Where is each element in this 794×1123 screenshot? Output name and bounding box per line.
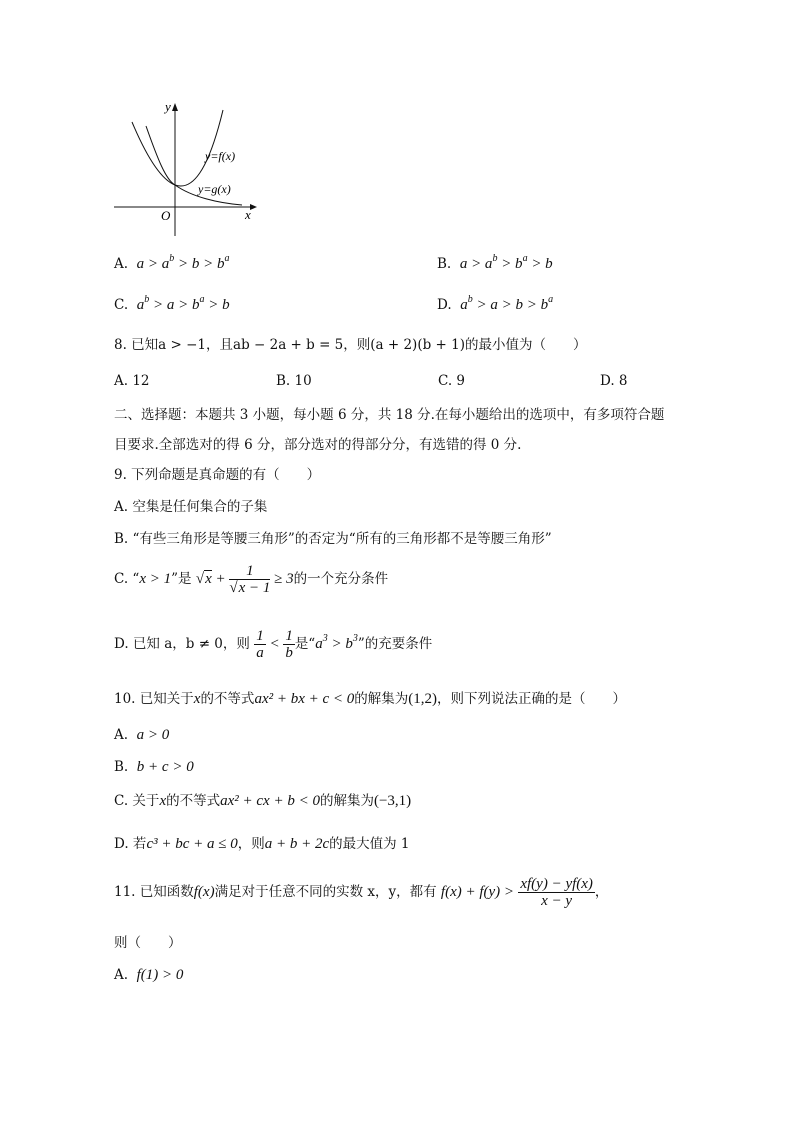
q8-option-b: B. 10 bbox=[276, 373, 312, 389]
q9-option-d-suffix: ”的充要条件 bbox=[357, 635, 433, 652]
q7-option-b-expr: $a > a^b > b^a > b$ bbox=[459, 253, 553, 272]
x-axis-arrow bbox=[250, 204, 257, 210]
q7-option-b bbox=[437, 255, 553, 273]
q11-stem-end: ， bbox=[594, 884, 609, 900]
q11-fraction bbox=[518, 876, 595, 909]
q10-stem-suffix: ，则下列说法正确的是（ ） bbox=[437, 691, 627, 707]
q10-option-c bbox=[114, 792, 411, 810]
q10-option-c-set: (−3,1) bbox=[373, 793, 412, 809]
function-graph bbox=[110, 98, 262, 240]
q9-option-c-expr: √x + $\frac{1}{√x - 1}$ ≥ 3 bbox=[195, 563, 294, 596]
q7-option-a-label: A. bbox=[114, 256, 129, 272]
q9-option-c-prefix: C. “ bbox=[114, 570, 140, 587]
q11-line2: 则（ ） bbox=[114, 935, 182, 951]
q7-option-c-expr: $a^b > a > b^a > b$ bbox=[136, 294, 230, 313]
q8-option-c: C. 9 bbox=[438, 373, 466, 389]
q10-option-c-mid2: 的解集为 bbox=[319, 793, 374, 809]
q11-stem bbox=[114, 876, 608, 909]
q7-option-c-label: C. bbox=[114, 297, 129, 313]
q10-option-d-prefix: D. 若 bbox=[114, 836, 147, 852]
q11-fraction-denominator: x − y bbox=[541, 893, 573, 909]
q11-stem-mid: 满足对于任意不同的实数 x，y，都有 bbox=[214, 884, 437, 900]
q9-stem: 9. 下列命题是真命题的有（ ） bbox=[114, 467, 321, 483]
q10-option-d-suffix: 的最大值为 1 bbox=[329, 836, 410, 852]
q7-option-c bbox=[114, 296, 230, 314]
q10-option-c-ineq: ax² + cx + b < 0 bbox=[220, 793, 320, 809]
q9-option-c-cond: x > 1 bbox=[139, 570, 172, 587]
q10-stem-prefix: 10. 已知关于 bbox=[114, 691, 194, 707]
q10-option-c-var: x bbox=[159, 793, 167, 809]
q9-option-a: A. 空集是任何集合的子集 bbox=[114, 499, 268, 515]
q10-option-d-cond: c³ + bc + a ≤ 0 bbox=[146, 836, 238, 852]
q7-option-a-expr: $a > a^b > b > b^a$ bbox=[136, 253, 230, 272]
q10-option-a-expr: a > 0 bbox=[136, 727, 170, 743]
q9-option-c-suffix: 的一个充分条件 bbox=[293, 570, 389, 587]
q11-option-a bbox=[114, 966, 183, 984]
q7-option-b-label: B. bbox=[437, 256, 452, 272]
curve-f-label: y=f(x) bbox=[205, 149, 236, 163]
q10-option-c-prefix: C. 关于 bbox=[114, 793, 160, 809]
q10-option-a: A. a > 0 bbox=[114, 727, 170, 743]
q11-option-a-expr: f(1) > 0 bbox=[136, 967, 184, 983]
q7-option-d-label: D. bbox=[437, 297, 452, 313]
q10-option-d bbox=[114, 835, 410, 853]
q11-stem-func: f(x) bbox=[193, 884, 215, 900]
x-axis-label: x bbox=[245, 207, 251, 222]
q7-option-d-expr: $a^b > a > b > b^a$ bbox=[460, 294, 554, 313]
q11-fraction-numerator: xf(y) − yf(x) bbox=[520, 876, 593, 892]
q10-stem-set: (1,2) bbox=[408, 691, 438, 707]
q11-stem-prefix: 11. 已知函数 bbox=[114, 884, 194, 900]
q11-option-a-label: A. bbox=[114, 967, 129, 983]
y-axis-label: y bbox=[165, 99, 171, 114]
q8-option-a: A. 12 bbox=[114, 373, 150, 389]
origin-label: O bbox=[161, 208, 171, 223]
curve-g-label: y=g(x) bbox=[198, 182, 231, 196]
q7-option-a bbox=[114, 255, 230, 273]
q9-option-c-fraction: $\frac{1}{√x - 1}$ bbox=[229, 563, 271, 596]
q8-stem: 8. 已知a > −1，且ab − 2a + b = 5，则(a + 2)(b + 1)的最小值为（ ） bbox=[114, 337, 587, 353]
q10-stem bbox=[114, 690, 626, 708]
q9-option-d-prefix: D. 已知 a，b ≠ 0，则 bbox=[114, 635, 250, 652]
q10-stem-mid2: 的解集为 bbox=[354, 691, 409, 707]
q9-option-b: B. “有些三角形是等腰三角形”的否定为“所有的三角形都不是等腰三角形” bbox=[114, 531, 552, 547]
q10-stem-var: x bbox=[193, 691, 201, 707]
q10-option-b-expr: b + c > 0 bbox=[136, 759, 194, 775]
q10-option-b: B. b + c > 0 bbox=[114, 759, 194, 775]
section2-line1: 二、选择题：本题共 3 小题，每小题 6 分，共 18 分.在每小题给出的选项中，有多项符合题 bbox=[114, 407, 665, 423]
q9-option-c-mid: ”是 bbox=[171, 570, 192, 587]
y-axis-arrow bbox=[172, 103, 178, 111]
q10-option-c-mid: 的不等式 bbox=[166, 793, 221, 809]
q9-option-d-cond: $a^3 > b^3$ bbox=[315, 632, 358, 652]
q8-option-d: D. 8 bbox=[600, 373, 628, 389]
q11-stem-lhs: f(x) + f(y) > bbox=[440, 884, 515, 900]
q9-option-d-expr: $\frac{1}{a}$ < $\frac{1}{b}$ bbox=[256, 628, 293, 661]
q10-option-d-mid: ，则 bbox=[237, 836, 265, 852]
q10-stem-mid: 的不等式 bbox=[200, 691, 255, 707]
q9-option-d bbox=[114, 628, 432, 661]
q9-option-d-mid: 是“ bbox=[294, 635, 316, 652]
section2-line2: 目要求.全部选对的得 6 分，部分选对的得部分分，有选错的得 0 分. bbox=[114, 437, 522, 453]
q10-option-d-expr: a + b + 2c bbox=[264, 836, 330, 852]
q10-stem-ineq: ax² + bx + c < 0 bbox=[254, 691, 355, 707]
q9-option-c bbox=[114, 563, 388, 596]
q7-option-d bbox=[437, 296, 553, 314]
